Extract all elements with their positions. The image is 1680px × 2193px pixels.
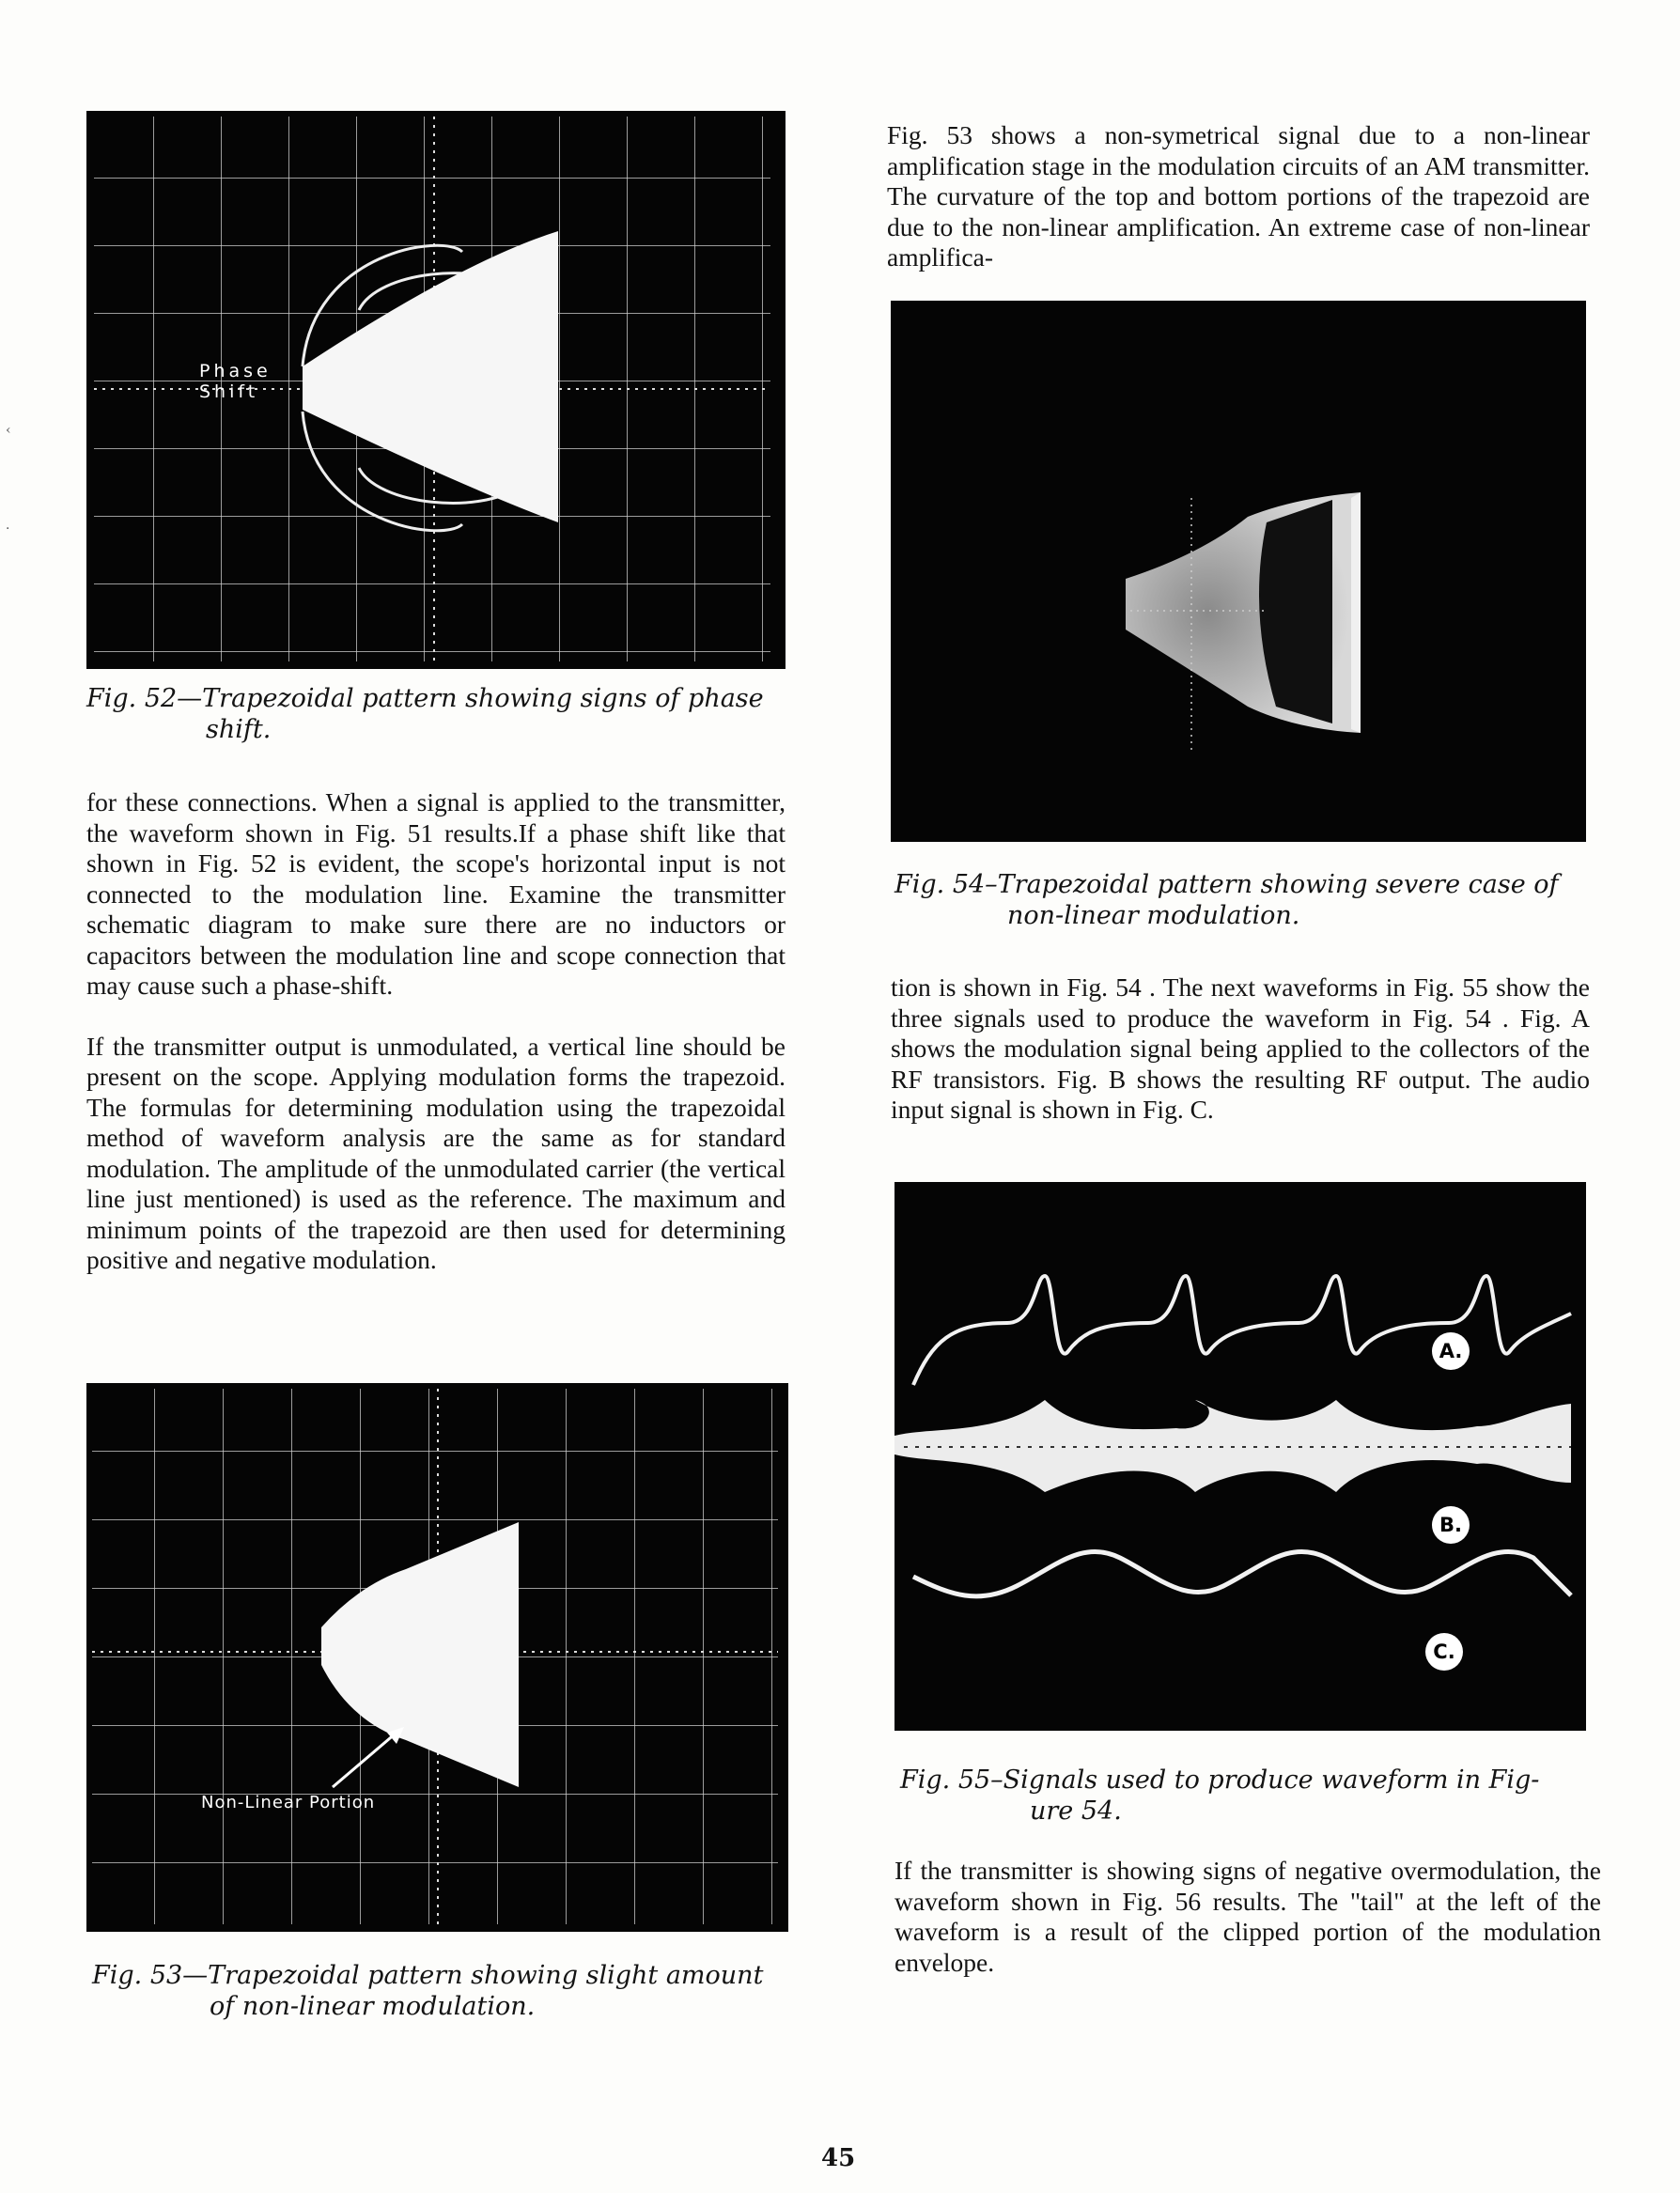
caption-line: shift. xyxy=(206,715,272,744)
non-linear-label: Non-Linear Portion xyxy=(201,1793,376,1812)
phase-label xyxy=(199,361,272,402)
phase-label-line2: Shift xyxy=(199,381,259,402)
badge-b: B. xyxy=(1432,1506,1470,1544)
phase-label-line1: Phase xyxy=(199,361,272,381)
margin-mark: ‹ xyxy=(6,423,11,438)
caption-line: Fig. 55–Signals used to produce waveform in Fig- xyxy=(900,1765,1540,1795)
fig52-graphic xyxy=(86,111,786,669)
signal-c-waveform xyxy=(913,1551,1571,1595)
figure-53-caption xyxy=(92,1960,791,2022)
right-column-closing xyxy=(894,1856,1601,1978)
paragraph: tion is shown in Fig. 54 . The next waveforms in Fig. 55 show the three signals used to produce the waveform in Fig. 54 . Fig. A shows the modulation signal being applied to the collectors of the RF transistors. Fig. B shows the resulting RF output. The audio input signal is shown in Fig. C. xyxy=(891,972,1590,1124)
fig54-graphic xyxy=(891,301,1586,842)
caption-line: Fig. 53—Trapezoidal pattern showing slight amount xyxy=(92,1961,764,1990)
caption-line: Fig. 54–Trapezoidal pattern showing severe case of xyxy=(894,870,1559,899)
figure-55-oscilloscope xyxy=(894,1182,1586,1731)
paragraph: Fig. 53 shows a non-symetrical signal due to a non-linear amplification stage in the modulation circuits of an AM transmitter. The curvature of the top and bottom portions of the trapezoid are due to the non-linear amplification. An extreme case of non-linear amplifica- xyxy=(887,120,1590,272)
figure-55-caption xyxy=(900,1765,1599,1827)
caption-line: non-linear modulation. xyxy=(1007,901,1300,930)
page-number: 45 xyxy=(821,2144,856,2172)
signal-a-waveform xyxy=(913,1276,1571,1385)
caption-line: of non-linear modulation. xyxy=(210,1992,536,2021)
margin-dot: · xyxy=(6,521,10,537)
right-column-intro xyxy=(887,120,1590,273)
figure-53-oscilloscope xyxy=(86,1383,788,1932)
paragraph: If the transmitter output is unmodulated, a vertical line should be present on the scope. Applying modulation forms the trapezoid. The formulas for determining modulation using the trapezoidal method of waveform analysis are the same as for standard modulation. The amplitude of the unmodulated carrier (the vertical line just mentioned) is used as the reference. The maximum and minimum points of the trapezoid are then used for determining positive and negative modulation. xyxy=(86,1031,786,1274)
figure-54-oscilloscope xyxy=(891,301,1586,842)
figure-52-caption xyxy=(86,683,786,745)
figure-54-caption xyxy=(894,869,1594,931)
caption-line: ure 54. xyxy=(1030,1796,1122,1826)
fig53-graphic xyxy=(86,1383,788,1932)
caption-line: Fig. 52—Trapezoidal pattern showing signs of phase xyxy=(86,684,764,713)
paragraph: If the transmitter is showing signs of negative overmodulation, the waveform shown in Fig. 56 results. The "tail" at the left of the waveform is a result of the clipped portion of the modulation envelope. xyxy=(894,1856,1601,1977)
paragraph: for these connections. When a signal is applied to the transmitter, the waveform shown in Fig. 51 results.If a phase shift like that shown in Fig. 52 is evident, the scope's horizontal input is not connected to the modulation line. Examine the transmitter schematic diagram to make sure there are no inductors or capacitors between the modulation line and scope connection that may cause such a phase-shift. xyxy=(86,787,786,1000)
fig55-graphic xyxy=(894,1182,1586,1731)
badge-c: C. xyxy=(1425,1633,1463,1671)
left-column-text xyxy=(86,787,786,1276)
badge-a: A. xyxy=(1432,1332,1470,1370)
pattern-edge xyxy=(1351,492,1361,733)
right-column-text xyxy=(891,972,1590,1126)
figure-52-oscilloscope xyxy=(86,111,786,669)
